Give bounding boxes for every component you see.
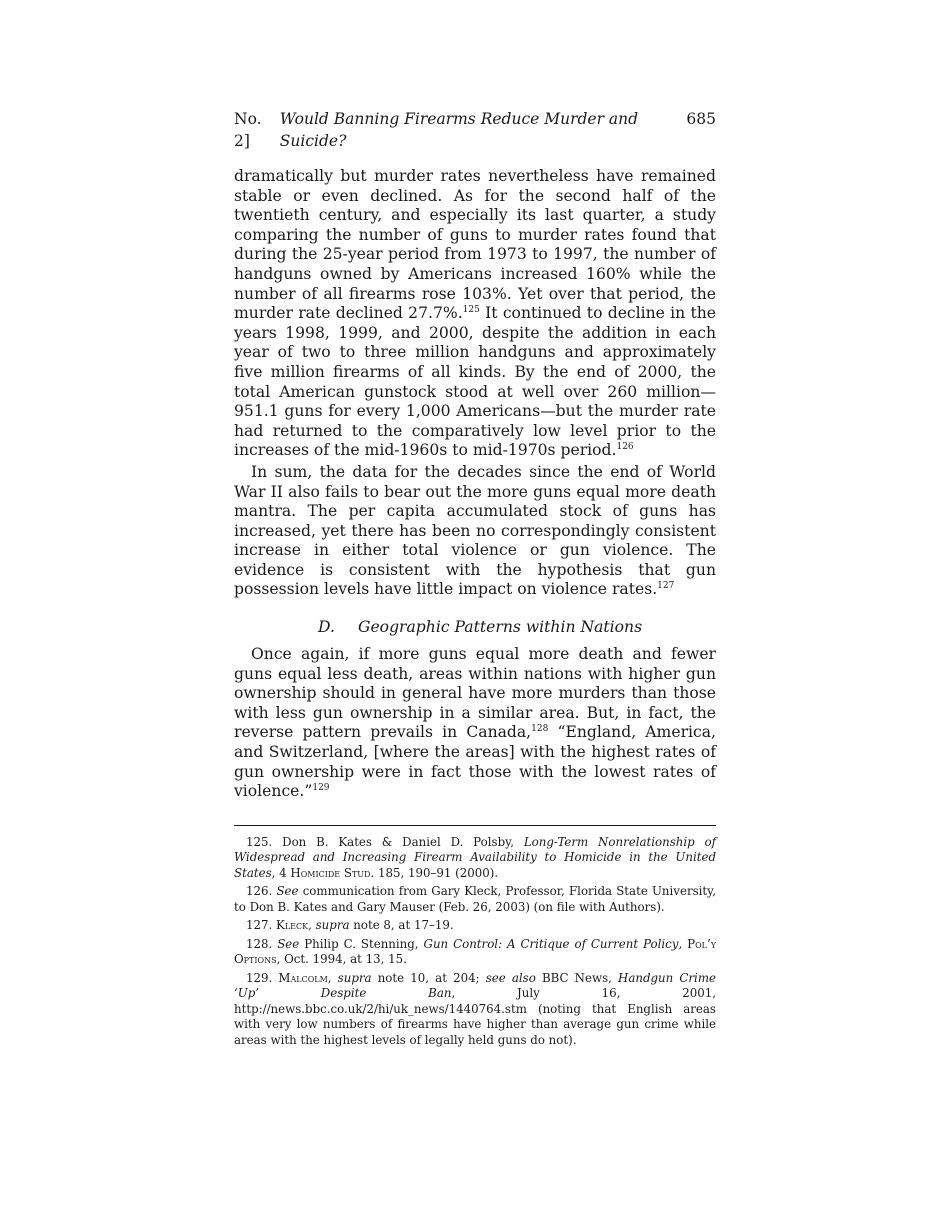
footnote-ref-126[interactable]: 126: [616, 442, 634, 453]
footnote-article-title: Long-Term Nonrelationship of Widespread and Increasing Firearm Availability to Homicide in the United States: [234, 834, 716, 880]
footnote-text: ,: [308, 918, 316, 933]
footnote-signal: see also: [485, 970, 536, 985]
footnotes: [234, 835, 716, 1049]
footnote-article-title: Handgun Crime ‘Up’ Despite Ban: [234, 970, 716, 1001]
footnote-text: ,: [327, 970, 338, 985]
running-header: [234, 108, 716, 152]
footnote-text: , Oct. 1994, at 13, 15.: [276, 952, 407, 967]
footnote-text: communication from Gary Kleck, Professor, Florida State University, to Don B. Kates and Gary Mauser (Feb. 26, 2003) (on file with Authors).: [234, 884, 716, 914]
paragraph-1-text-a: dramatically but murder rates nevertheless have remained stable or even declined. As for the second half of the twentieth century, and especially its last quarter, a study comparing the number of guns to murder rates found that during the 25-year period from 1973 to 1997, the number of handguns owned by Americans increased 160% while the number of all firearms rose 103%. Yet over that period, the murder rate declined 27.7%.: [234, 167, 716, 323]
footnote-ref-129[interactable]: 129: [312, 783, 330, 794]
footnote-text: Philip C. Stenning,: [299, 936, 424, 951]
footnote-signal: See: [272, 884, 299, 899]
footnote-number: 127.: [246, 918, 273, 933]
footnote-text: , July 16, 2001, http://news.bbc.co.uk/2/hi/uk_news/1440764.stm (noting that English areas with very low numbers of firearms have higher than average gun crime while areas with the highest levels of legally held guns do not).: [234, 986, 716, 1047]
paragraph-3-text-a: Once again, if more guns equal more death and fewer guns equal less death, areas within nations with higher gun ownership should in general have more murders than those with less gun ownership in a similar area. But, in fact, the reverse pattern prevails in Canada,: [234, 645, 716, 742]
footnote-129: [234, 971, 716, 1049]
footnote-ref-128[interactable]: 128: [531, 724, 549, 735]
footnote-divider: [234, 825, 716, 826]
footnote-number: 126.: [246, 884, 273, 899]
footnote-text: ,: [678, 936, 688, 951]
footnote-number: 129.: [246, 970, 273, 985]
paragraph-2-text: In sum, the data for the decades since the end of World War II also fails to bear out the more guns equal more death mantra. The per capita accumulated stock of guns has increased, yet there has been no correspondingly consistent increase in either total violence or gun violence. The evidence is consistent with the hypothesis that gun possession levels have little impact on violence rates.: [234, 462, 716, 599]
section-heading: [318, 617, 716, 637]
footnote-127: [234, 918, 716, 934]
issue-number: No. 2]: [234, 110, 262, 150]
footnote-text: note 8, at 17–19.: [349, 918, 454, 933]
footnote-text: Don B. Kates & Daniel D. Polsby,: [272, 834, 524, 849]
footnote-author: Malcolm: [272, 970, 328, 985]
running-title: Would Banning Firearms Reduce Murder and Suicide?: [279, 110, 639, 150]
footnote-125: [234, 835, 716, 882]
footnote-journal: Pol’y Options: [234, 936, 717, 967]
footnote-signal: supra: [315, 918, 350, 933]
section-title: Geographic Patterns within Nations: [358, 618, 643, 637]
footnote-signal: supra: [337, 970, 372, 985]
footnote-number: 128.: [246, 936, 273, 951]
footnote-number: 125.: [246, 834, 273, 849]
footnote-text: note 10, at 204;: [371, 970, 486, 985]
paragraph-1: [234, 167, 716, 461]
footnote-text: , 4: [271, 865, 291, 880]
footnote-ref-125[interactable]: 125: [462, 304, 480, 315]
footnote-text: . 185, 190–91 (2000).: [370, 865, 499, 880]
footnote-author: Kleck: [272, 918, 309, 933]
footnote-signal: See: [272, 936, 300, 951]
footnote-article-title: Gun Control: A Critique of Current Policy: [423, 936, 679, 951]
footnote-ref-127[interactable]: 127: [657, 581, 675, 592]
section-letter: D.: [318, 618, 335, 637]
footnote-text: BBC News,: [535, 970, 619, 985]
document-page: [234, 108, 716, 1051]
body-text: [234, 167, 716, 802]
footnote-126: [234, 884, 716, 915]
paragraph-1-text-b: It continued to decline in the years 1998, 1999, and 2000, despite the addition in each year of two to three million handguns and approximately five million firearms of all kinds. By the end of 2000, the total American gunstock stood at well over 260 million—951.1 guns for every 1,000 Americans—but the murder rate had returned to the comparatively low level prior to the increases of the mid-1960s to mid-1970s period.: [234, 304, 717, 460]
footnote-journal: Homicide Stud: [290, 865, 371, 880]
page-number: 685: [686, 110, 716, 128]
paragraph-3: [234, 645, 716, 802]
footnote-128: [234, 937, 716, 968]
paragraph-2: [234, 463, 716, 600]
paragraph-3-text-b: “England, America, and Switzerland, [where the areas] with the highest rates of gun ownership were in fact those with the lowest rates of violence.”: [234, 723, 717, 801]
